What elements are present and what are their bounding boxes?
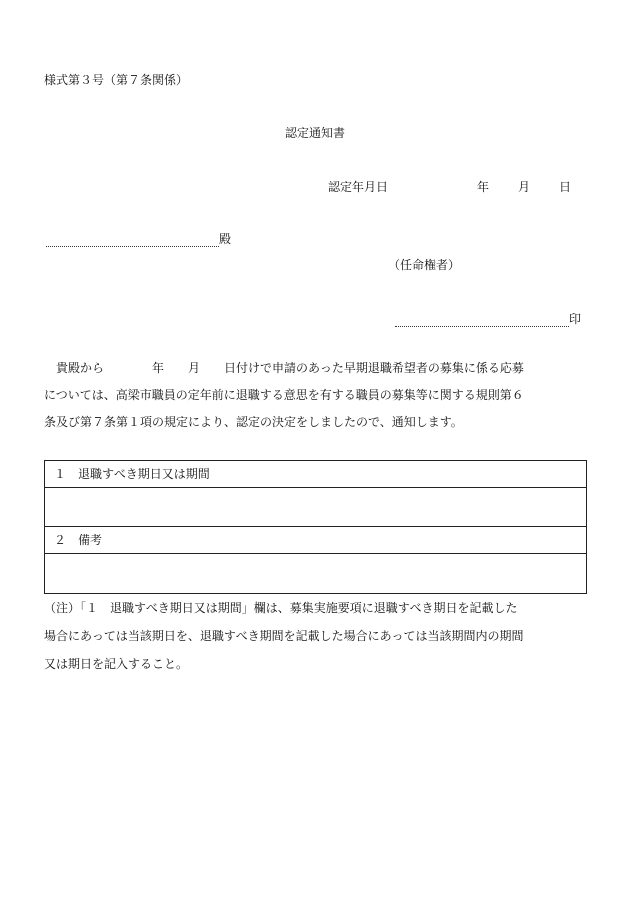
addressee-line <box>46 230 231 247</box>
notice-body <box>44 355 590 436</box>
details-table <box>44 460 587 594</box>
retirement-date-header: １ 退職すべき期日又は期間 <box>45 461 586 488</box>
signature-blank <box>395 315 569 327</box>
remarks-header: ２ 備考 <box>45 527 586 554</box>
seal-mark: 印 <box>569 312 582 326</box>
body-line-1: 貴殿から 年 月 日付けで申請のあった早期退職希望者の募集に係る応募 <box>44 361 524 375</box>
note-line-2: 場合にあっては当該期日を、退職すべき期間を記載した場合にあっては当該期間内の期間 <box>44 629 524 643</box>
seal-line <box>395 310 581 327</box>
form-number: 様式第３号（第７条関係） <box>44 73 189 87</box>
retirement-date-cell <box>45 488 586 527</box>
appointing-authority-label: （任命権者） <box>388 258 461 272</box>
addressee-suffix: 殿 <box>219 232 232 246</box>
remarks-cell <box>45 554 586 593</box>
month-label: 月 <box>518 180 531 194</box>
note-line-1: （注）「１ 退職すべき期日又は期間」欄は、募集実施要項に退職すべき期日を記載した <box>44 601 518 615</box>
document-title: 認定通知書 <box>284 126 345 140</box>
day-label: 日 <box>559 180 572 194</box>
addressee-blank <box>46 235 219 247</box>
body-line-3: 条及び第７条第１項の規定により、認定の決定をしましたので、通知します。 <box>44 415 463 429</box>
body-line-2: については、高梁市職員の定年前に退職する意思を有する職員の募集等に関する規則第６ <box>44 388 524 402</box>
note-line-3: 又は期日を記入すること。 <box>44 657 189 671</box>
year-label: 年 <box>477 180 490 194</box>
certification-date-label: 認定年月日 <box>328 180 389 194</box>
footnote <box>44 594 592 678</box>
